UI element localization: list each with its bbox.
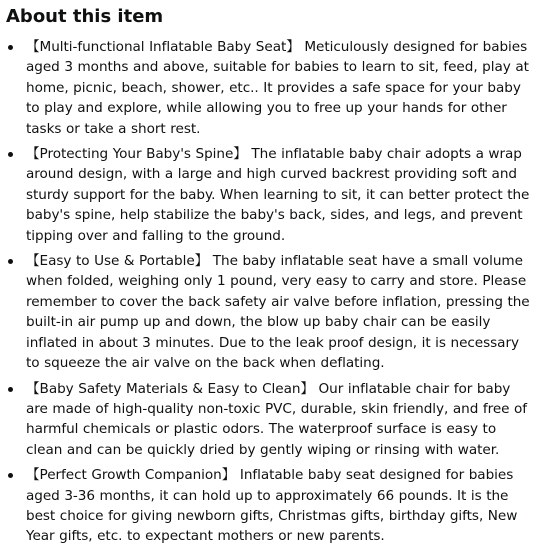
bullet-dot-icon (8, 259, 13, 264)
feature-bullet-text: 【Baby Safety Materials & Easy to Clean】 Our inflatable chair for baby are made of high-quality non-toxic PVC, durable, skin friendly, and free of harmful chemicals or plastic odors. The waterproof surface is easy to clean and can be quickly dried by gently wiping or rinsing with water. (26, 380, 528, 458)
feature-bullet (0, 251, 539, 373)
feature-bullet-text: 【Protecting Your Baby's Spine】 The inflatable baby chair adopts a wrap around design, with a large and high curved backrest providing soft and sturdy support for the baby. When learning to sit, it can better protect the baby's spine, help stabilize the baby's back, sides, and legs, and prevent tipping over and falling to the ground. (26, 146, 530, 244)
feature-bullet (0, 144, 539, 246)
feature-bullet-text: 【Multi-functional Inflatable Baby Seat】 Meticulously designed for babies aged 3 months and above, suitable for babies to learn to sit, feed, play at home, picnic, beach, shower, etc.. It provides a safe space for your baby to play and explore, while allowing you to free up your hands for other tasks or take a short rest. (26, 39, 529, 137)
bullet-dot-icon (8, 473, 13, 478)
feature-bullet (0, 465, 539, 547)
bullet-dot-icon (8, 45, 13, 50)
section-title: About this item (6, 6, 164, 27)
feature-bullet-list (0, 37, 539, 552)
feature-bullet (0, 37, 539, 139)
feature-bullet-text: 【Perfect Growth Companion】 Inflatable baby seat designed for babies aged 3-36 months, it can hold up to approximately 66 pounds. It is the best choice for giving newborn gifts, Christmas gifts, birthday gifts, New Year gifts, etc. to expectant mothers or new parents. (26, 467, 518, 545)
feature-bullet (0, 379, 539, 461)
bullet-dot-icon (8, 152, 13, 157)
feature-bullet-text: 【Easy to Use & Portable】 The baby inflatable seat have a small volume when folded, weighing only 1 pound, very easy to carry and store. Please remember to cover the back safety air valve before inflation, pressing the built-in air pump up and down, the blow up baby chair can be easily inflated in about 3 minutes. Due to the leak proof design, it is necessary to squeeze the air valve on the back when deflating. (26, 253, 530, 372)
bullet-dot-icon (8, 387, 13, 392)
